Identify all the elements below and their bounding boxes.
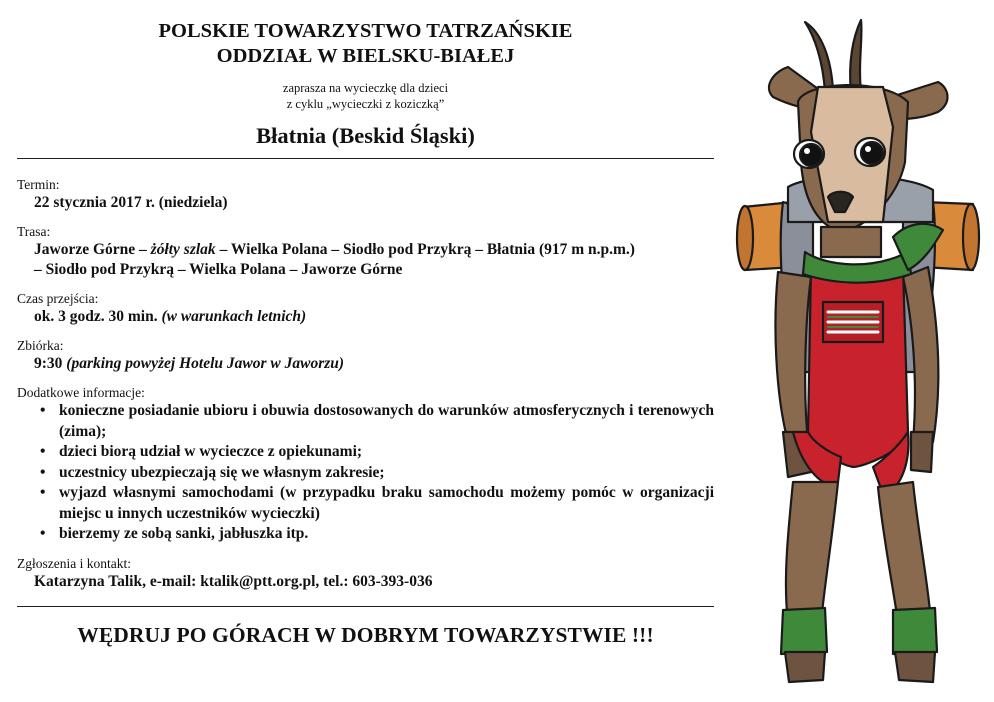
bullet-icon: •	[40, 484, 46, 501]
info-item: • uczestnicy ubezpieczają się we własnym zakresie;	[34, 463, 714, 484]
trip-title: Błatnia (Beskid Śląski)	[256, 123, 475, 148]
bottom-divider	[17, 606, 714, 607]
goat-mascot-icon	[733, 12, 983, 692]
zbiorka-label: Zbiórka:	[17, 338, 64, 353]
info-list	[17, 401, 714, 545]
zbiorka-place: (parking powyżej Hotelu Jawor w Jaworzu)	[66, 355, 345, 372]
czas-section	[17, 291, 714, 327]
organization-branch: ODDZIAŁ W BIELSKU-BIAŁEJ	[216, 45, 515, 67]
trasa-line2: – Siodło pod Przykrą – Wielka Polana – Jaworze Górne	[34, 261, 403, 278]
kontakt-value: Katarzyna Talik, e-mail: ktalik@ptt.org.pl, tel.: 603-393-036	[34, 572, 433, 590]
czas-label: Czas przejścia:	[17, 291, 99, 306]
info-section	[17, 385, 714, 545]
bullet-icon: •	[40, 463, 46, 481]
termin-label: Termin:	[17, 177, 60, 192]
czas-duration: ok. 3 godz. 30 min.	[34, 308, 162, 325]
slogan: WĘDRUJ PO GÓRACH W DOBRYM TOWARZYSTWIE !!!	[77, 622, 654, 647]
czas-note: (w warunkach letnich)	[161, 308, 307, 325]
zbiorka-section	[17, 338, 714, 374]
trasa-trail: żółty szlak	[150, 241, 216, 258]
trasa-part1: Jaworze Górne –	[34, 241, 151, 258]
trasa-section	[17, 224, 714, 280]
info-item: • wyjazd własnymi samochodami (w przypadku braku samochodu możemy pomóc w organizacji miejsc u innych uczestników wycieczki)	[40, 484, 714, 522]
info-item: • dzieci biorą udział w wycieczce z opiekunami;	[34, 442, 714, 463]
organization-name: POLSKIE TOWARZYSTWO TATRZAŃSKIE	[158, 20, 573, 42]
bullet-icon: •	[40, 443, 46, 460]
info-item: • konieczne posiadanie ubioru i obuwia dostosowanych do warunków atmosferycznych i terenowych (zima);	[40, 402, 714, 440]
czas-value	[17, 307, 714, 327]
bullet-icon: •	[40, 402, 46, 419]
info-label: Dodatkowe informacje:	[17, 385, 145, 400]
termin-value: 22 stycznia 2017 r. (niedziela)	[34, 194, 228, 211]
trasa-part3: – Wielka Polana – Siodło pod Przykrą – Błatnia (917 m n.p.m.)	[215, 241, 635, 258]
invite-text-line2: z cyklu „wycieczki z koziczką”	[286, 97, 445, 111]
kontakt-section	[17, 556, 714, 592]
invite-text-line1: zaprasza na wycieczkę dla dzieci	[282, 81, 449, 95]
bullet-icon: •	[40, 525, 46, 542]
zbiorka-time: 9:30	[34, 355, 67, 372]
trasa-label: Trasa:	[17, 224, 51, 239]
termin-section	[17, 177, 714, 213]
info-item: • bierzemy ze sobą sanki, jabłuszka itp.	[34, 524, 714, 545]
kontakt-label: Zgłoszenia i kontakt:	[17, 555, 131, 571]
invitation-document	[17, 0, 714, 648]
zbiorka-value	[17, 354, 714, 374]
trasa-value	[17, 240, 714, 260]
top-divider	[17, 158, 714, 159]
